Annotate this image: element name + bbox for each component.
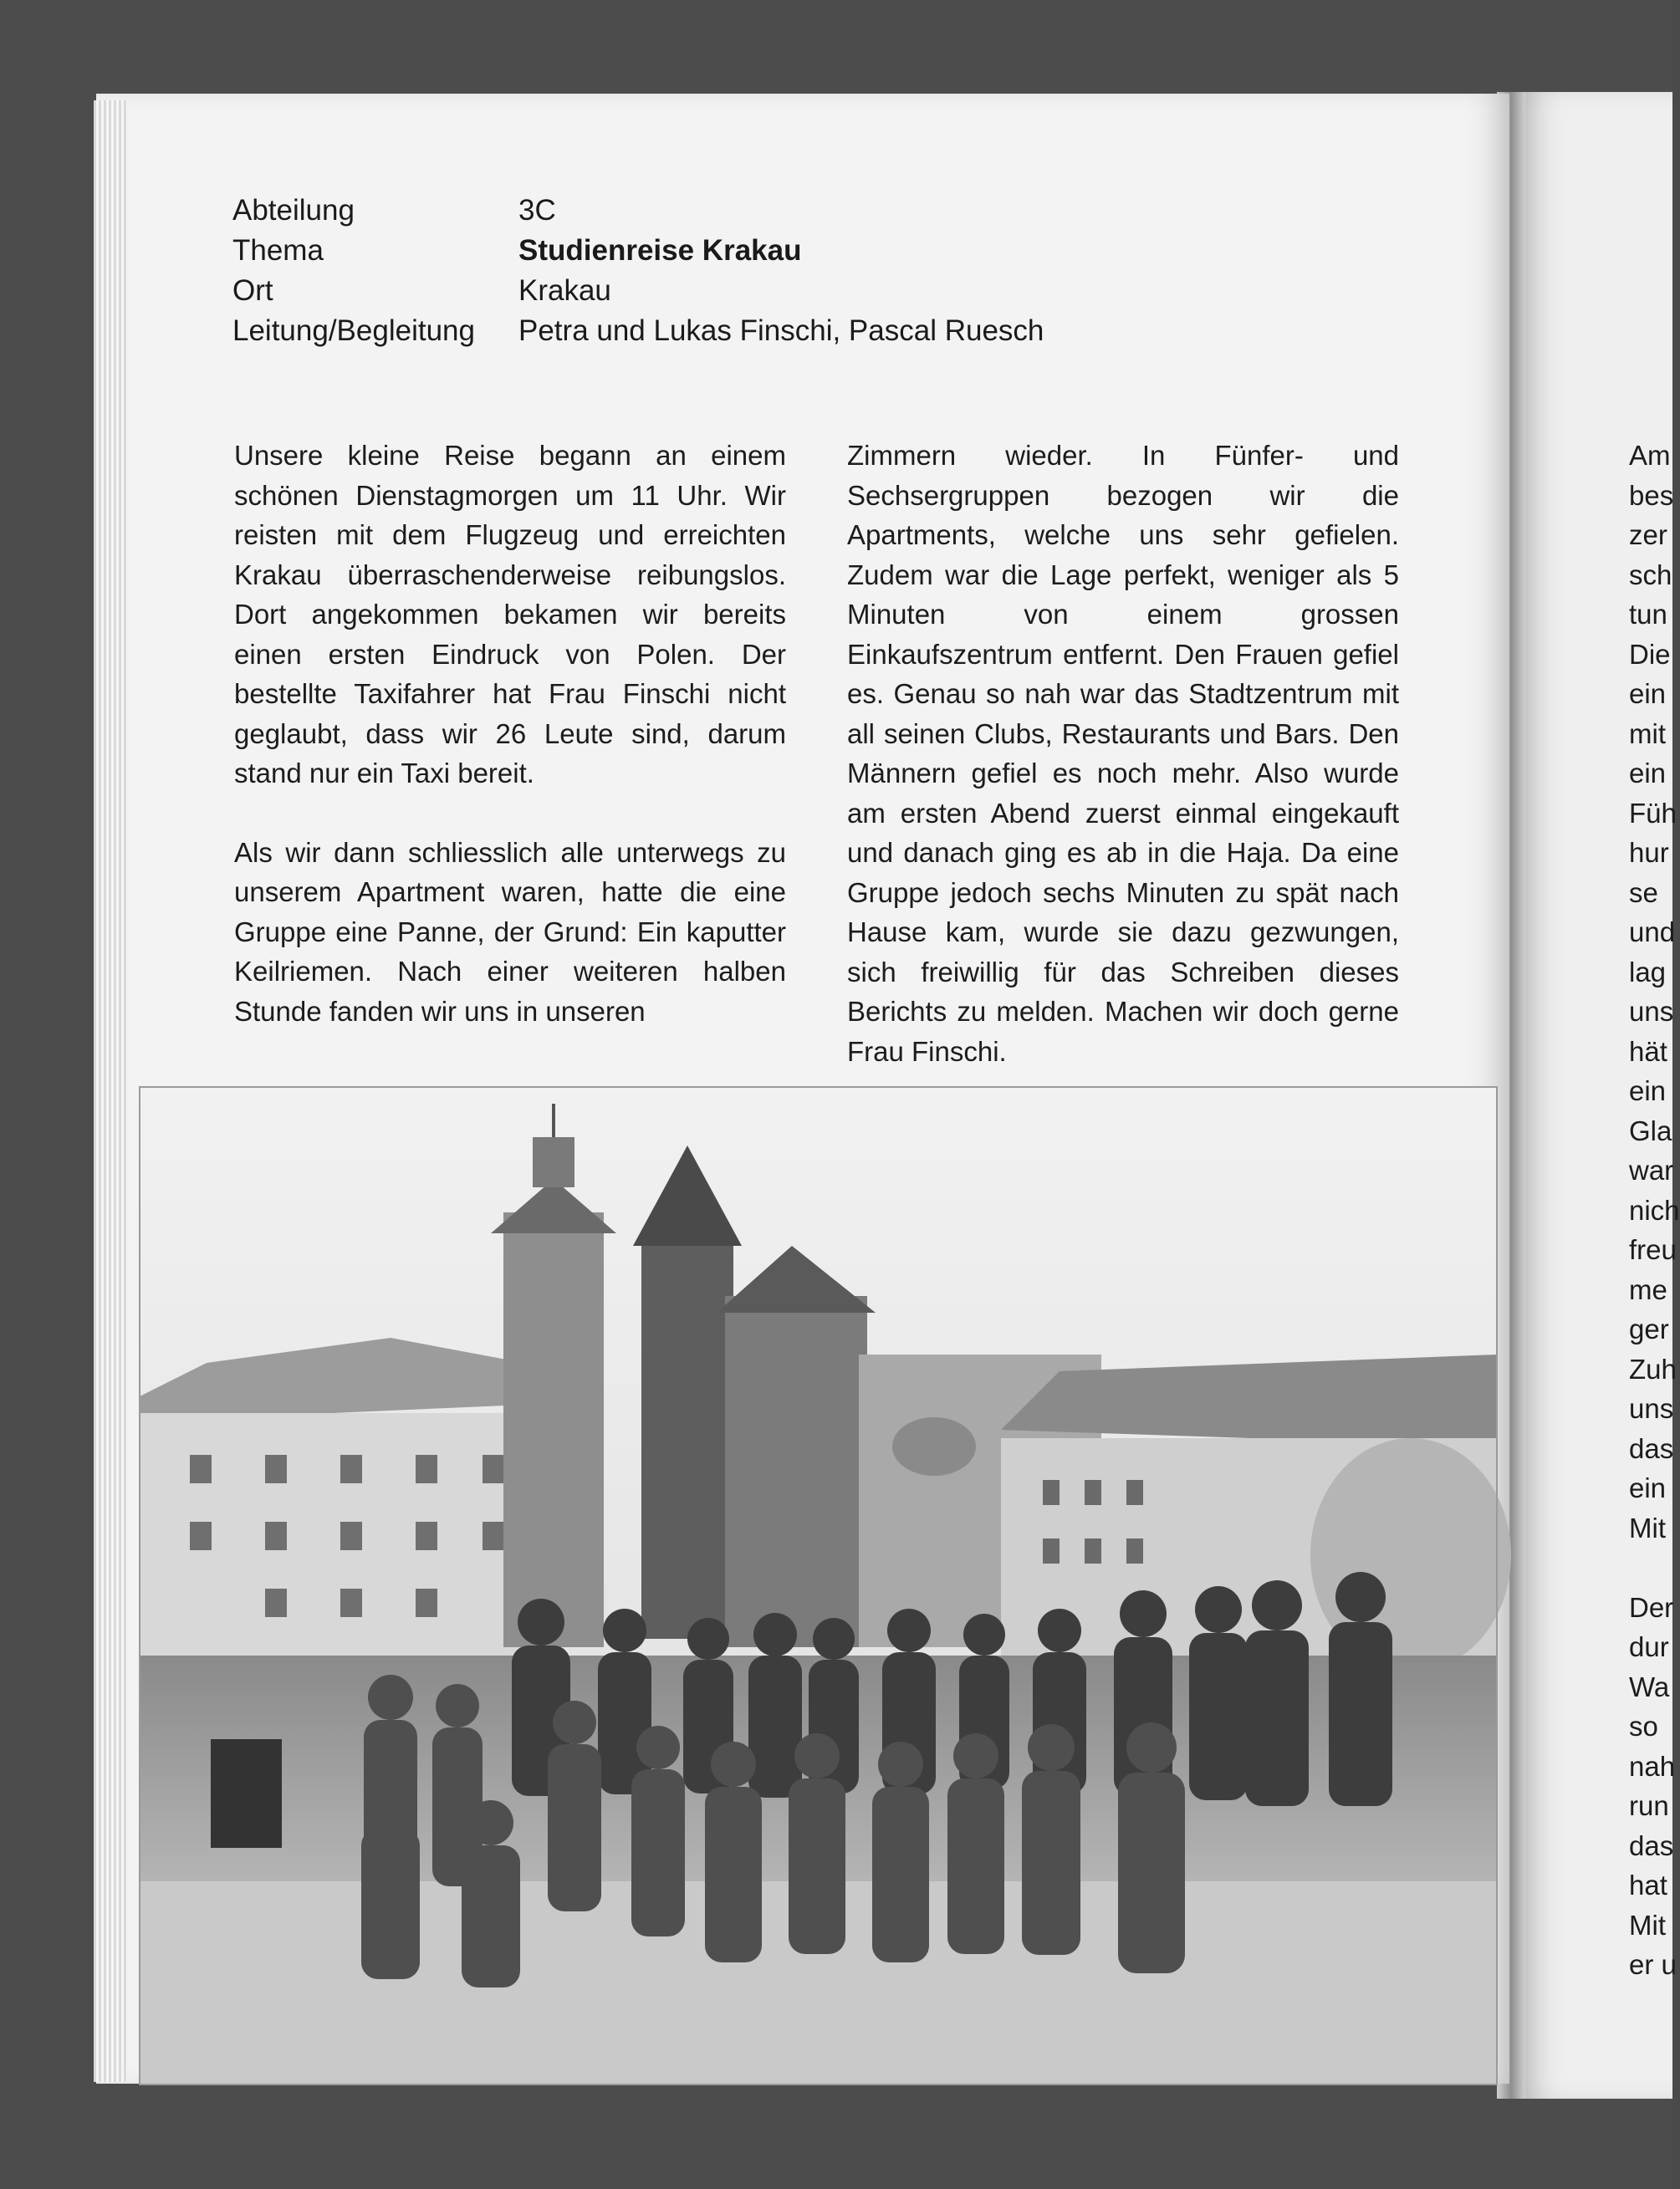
meta-row-ort — [232, 271, 1044, 311]
right-page-fragment: das — [1629, 1432, 1674, 1464]
right-page-fragment: Wa — [1629, 1671, 1670, 1702]
meta-row-abteilung — [232, 191, 1044, 231]
meta-label: Leitung/Begleitung — [232, 314, 475, 347]
right-page-fragment: nah — [1629, 1750, 1676, 1782]
right-page-fragment: nich — [1629, 1194, 1680, 1226]
right-page-fragment: und — [1629, 916, 1676, 947]
right-page-fragment: so — [1629, 1711, 1658, 1742]
right-page-fragment: war — [1629, 1155, 1674, 1186]
meta-table — [232, 191, 1044, 351]
right-page-fragment: Füh — [1629, 797, 1677, 829]
paragraph: Als wir dann schliesslich alle unterwegs zu unserem Apartment waren, hatte die eine Gruppe eine Panne, der Grund: Ein kaputter Keilriemen. Nach einer weiteren halben Stunde fanden wir uns in unseren — [234, 836, 786, 1027]
right-page-text-fragments — [1629, 436, 1680, 1985]
right-page-fragment: tun — [1629, 599, 1667, 630]
right-page-fragment: hat — [1629, 1870, 1667, 1901]
right-page-fragment: Der — [1629, 1591, 1674, 1623]
right-page-fragment — [1629, 1548, 1680, 1588]
meta-label: Ort — [232, 274, 273, 307]
right-page-fragment: ein — [1629, 758, 1667, 788]
meta-row-thema — [232, 231, 1044, 271]
right-page-fragment: hur — [1629, 837, 1669, 868]
right-page-fragment: zer — [1629, 519, 1667, 550]
right-page-fragment: sch — [1629, 559, 1672, 590]
page-edges — [94, 100, 127, 2082]
clock-tower — [503, 1212, 604, 1647]
right-page-fragment: run — [1629, 1790, 1669, 1821]
right-page-fragment: hät — [1629, 1035, 1667, 1067]
right-page-fragment: ein — [1629, 678, 1667, 709]
right-page-fragment: bes — [1629, 479, 1674, 511]
right-page-fragment: se — [1629, 876, 1658, 908]
meta-value: Petra und Lukas Finschi, Pascal Ruesch — [518, 314, 1044, 347]
meta-label: Thema — [232, 234, 324, 267]
right-page-fragment: Mit — [1629, 1909, 1666, 1941]
group-photo — [140, 1087, 1497, 2084]
right-page-fragment: Mit — [1629, 1512, 1666, 1544]
meta-row-leitung — [232, 311, 1044, 351]
paragraph: Zimmern wieder. In Fünfer- und Sechsergruppen bezogen wir die Apartments, welche uns sehr gefielen. Zudem war die Lage perfekt, weniger als 5 Minuten von einem grossen Einkaufszentrum entfernt. Den Frauen gefiel es. Genau so nah war das Stadtzentrum mit all seinen Clubs, Restaurants und Bars. Den Männern gefiel es noch mehr. Also wurde am ersten Abend zuerst einmal eingekauft und danach ging es ab in die Haja. Da eine Gruppe jedoch sechs Minuten zu spät nach Hause kam, wurde sie dazu gezwungen, sich freiwillig für das Schreiben dieses Berichts zu melden. Machen wir doch gerne Frau Finschi. — [847, 440, 1399, 1067]
chapel-dome — [892, 1417, 976, 1476]
right-page-fragment: das — [1629, 1829, 1674, 1861]
right-page-fragment: ein — [1629, 1472, 1667, 1503]
article-title: Studienreise Krakau — [518, 234, 802, 267]
right-page-fragment: Die — [1629, 638, 1671, 670]
meta-value: 3C — [518, 194, 556, 227]
trash-bin — [211, 1739, 282, 1848]
right-page-fragment: uns — [1629, 996, 1674, 1027]
text-column-1 — [234, 436, 786, 1031]
right-page-fragment: lag — [1629, 956, 1667, 987]
right-page-fragment: Zuh — [1629, 1353, 1677, 1385]
right-page-fragment: er u — [1629, 1949, 1677, 1980]
meta-label: Abteilung — [232, 194, 355, 227]
right-page-fragment: mit — [1629, 717, 1666, 749]
right-page-fragment: ger — [1629, 1314, 1669, 1345]
right-page-fragment: freu — [1629, 1234, 1677, 1265]
right-page-fragment: dur — [1629, 1631, 1669, 1662]
right-page-fragment: ein — [1629, 1075, 1667, 1106]
paragraph: Unsere kleine Reise begann an einem schönen Dienstagmorgen um 11 Uhr. Wir reisten mit dem Flugzeug und erreichten Krakau überraschenderweise reibungslos. Dort angekommen bekamen wir bereits einen ersten Eindruck von Polen. Der bestellte Taxifahrer hat Frau Finschi nicht geglaubt, dass wir 26 Leute sind, darum stand nur ein Taxi bereit. — [234, 440, 786, 788]
right-page-fragment: Gla — [1629, 1115, 1672, 1146]
text-column-2 — [847, 436, 1399, 1071]
cathedral-tower — [641, 1237, 733, 1639]
right-page-fragment: uns — [1629, 1393, 1674, 1424]
right-page-fragment: me — [1629, 1273, 1667, 1305]
meta-value: Krakau — [518, 274, 611, 307]
right-page-fragment: Am — [1629, 440, 1671, 471]
